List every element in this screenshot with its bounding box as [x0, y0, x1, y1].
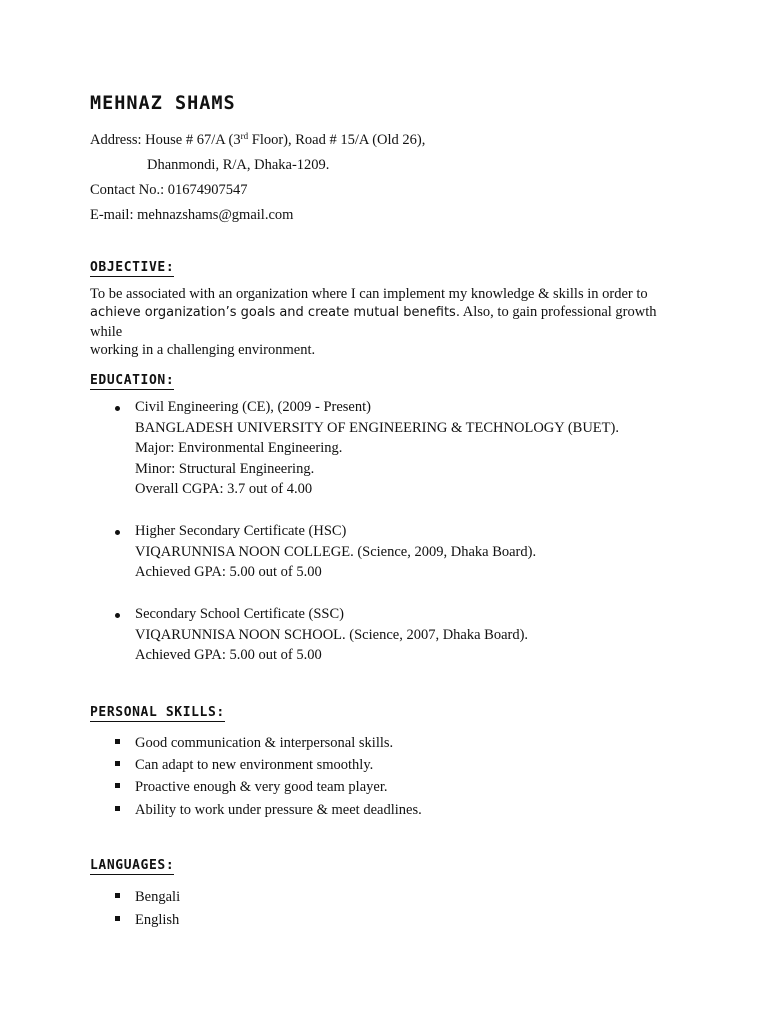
education-line: Major: Environmental Engineering.	[135, 440, 343, 457]
contact-number: Contact No.: 01674907547	[90, 182, 248, 198]
education-line: Secondary School Certificate (SSC)	[135, 606, 344, 622]
bullet-square	[115, 739, 120, 744]
education-entry	[135, 604, 528, 666]
bullet-square	[115, 761, 120, 766]
objective-line-2-rest: Also, to gain professional growth while	[90, 304, 657, 340]
objective-line-2	[90, 303, 690, 341]
bullet-dot	[115, 406, 120, 411]
bullet-square	[115, 783, 120, 788]
objective-line-3: working in a challenging environment.	[90, 341, 316, 358]
objective-text	[90, 285, 690, 359]
education-entry	[135, 521, 536, 583]
objective-line-1: To be associated with an organization where I can implement my knowledge & skills in order to	[90, 286, 648, 302]
skill-item: Can adapt to new environment smoothly.	[135, 757, 374, 773]
education-line: VIQARUNNISA NOON COLLEGE. (Science, 2009, Dhaka Board).	[135, 543, 537, 560]
address-superscript: rd	[240, 131, 249, 141]
personal-skills-heading: PERSONAL SKILLS:	[90, 705, 225, 720]
address-suffix: Floor), Road # 15/A (Old 26),	[248, 132, 426, 148]
language-item: English	[135, 912, 180, 928]
education-line: BANGLADESH UNIVERSITY OF ENGINEERING & TECHNOLOGY (BUET).	[135, 419, 619, 436]
candidate-name: MEHNAZ SHAMS	[90, 93, 236, 114]
objective-heading: OBJECTIVE:	[90, 260, 175, 275]
skill-item: Good communication & interpersonal skills.	[135, 735, 394, 751]
education-line: Overall CGPA: 3.7 out of 4.00	[135, 481, 313, 498]
education-heading: EDUCATION:	[90, 373, 175, 388]
skill-item: Proactive enough & very good team player.	[135, 779, 388, 795]
languages-heading: LANGUAGES:	[90, 858, 175, 873]
language-item: Bengali	[135, 889, 181, 905]
address-line-1	[90, 131, 425, 149]
skill-item: Ability to work under pressure & meet deadlines.	[135, 802, 422, 818]
address-line-2: Dhanmondi, R/A, Dhaka-1209.	[147, 157, 330, 173]
education-line: Minor: Structural Engineering.	[135, 460, 315, 477]
address-prefix: Address: House # 67/A (3	[90, 132, 241, 148]
education-line: Achieved GPA: 5.00 out of 5.00	[135, 564, 322, 581]
education-entry	[135, 397, 619, 500]
email-address: E-mail: mehnazshams@gmail.com	[90, 207, 294, 223]
education-line: VIQARUNNISA NOON SCHOOL. (Science, 2007, Dhaka Board).	[135, 626, 529, 643]
bullet-dot	[115, 530, 120, 535]
bullet-square	[115, 893, 120, 898]
bullet-square	[115, 916, 120, 921]
objective-line-2-styled: achieve organization’s goals and create mutual benefits.	[90, 305, 460, 321]
bullet-square	[115, 806, 120, 811]
education-line: Achieved GPA: 5.00 out of 5.00	[135, 647, 322, 664]
education-line: Higher Secondary Certificate (HSC)	[135, 523, 347, 539]
education-line: Civil Engineering (CE), (2009 - Present)	[135, 399, 371, 415]
bullet-dot	[115, 613, 120, 618]
